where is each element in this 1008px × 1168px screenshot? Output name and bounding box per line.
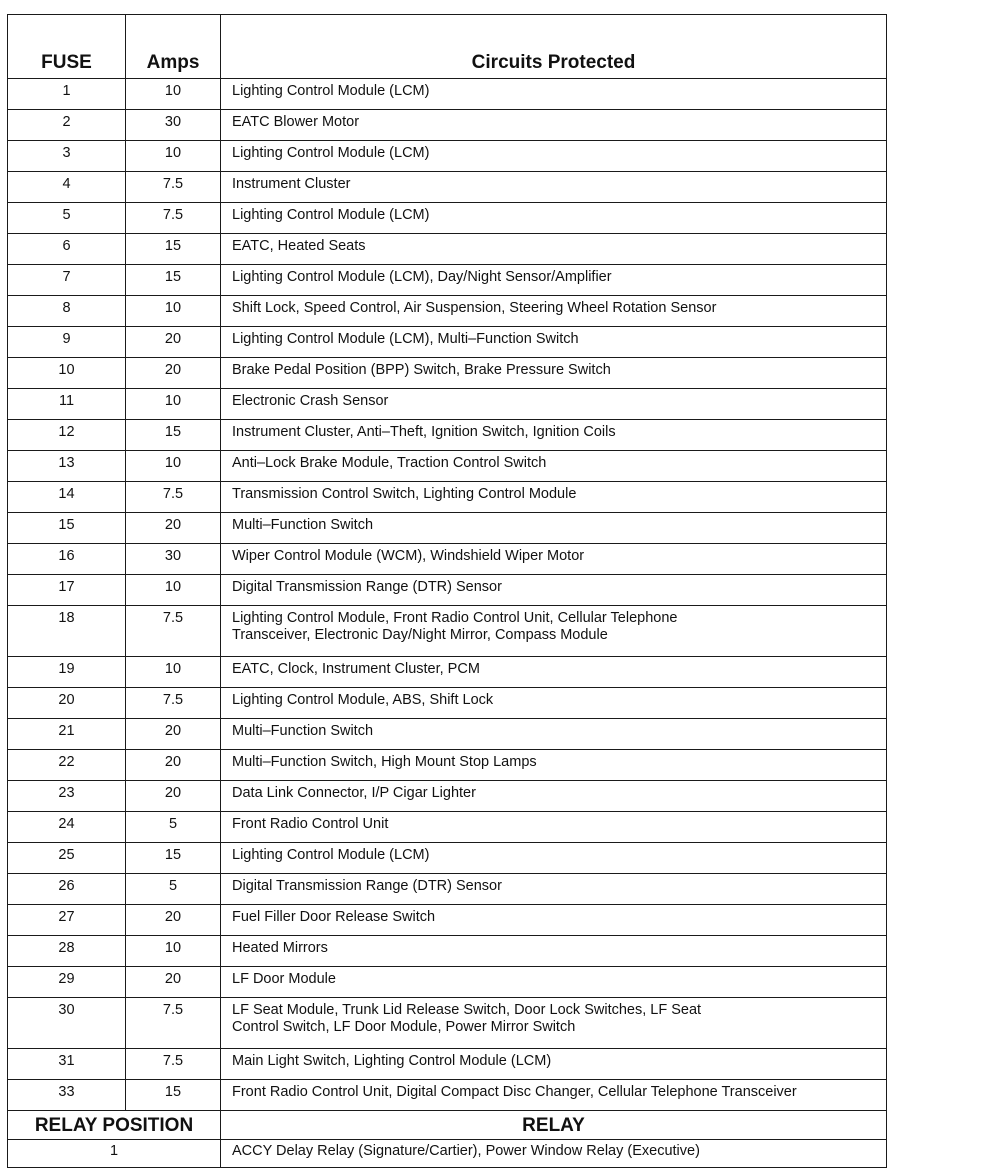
fuse-number: 7 [8, 265, 126, 296]
fuse-amps: 20 [126, 750, 221, 781]
fuse-amps: 7.5 [126, 998, 221, 1049]
fuse-number: 11 [8, 389, 126, 420]
fuse-number: 18 [8, 606, 126, 657]
circuits-header: Circuits Protected [221, 15, 887, 79]
circuits-line: Multi–Function Switch [232, 517, 374, 533]
table-row [8, 967, 887, 998]
circuits-line: Heated Mirrors [232, 940, 328, 956]
relay-section [8, 1111, 887, 1140]
circuits-line: Fuel Filler Door Release Switch [232, 909, 436, 925]
table-row [8, 358, 887, 389]
table-row [8, 544, 887, 575]
circuits-line: EATC Blower Motor [232, 114, 360, 130]
table-row [8, 79, 887, 110]
fuse-number: 8 [8, 296, 126, 327]
relay-name: ACCY Delay Relay (Signature/Cartier), Power Window Relay (Executive) [221, 1140, 887, 1168]
fuse-amps: 10 [126, 389, 221, 420]
fuse-amps: 20 [126, 358, 221, 389]
circuits-protected [221, 203, 887, 234]
circuits-line: Lighting Control Module, ABS, Shift Lock [232, 692, 494, 708]
circuits-protected [221, 575, 887, 606]
fuse-amps: 15 [126, 265, 221, 296]
fuse-number: 28 [8, 936, 126, 967]
fuse-amps: 15 [126, 1080, 221, 1111]
fuse-number: 5 [8, 203, 126, 234]
circuits-protected [221, 905, 887, 936]
circuits-protected [221, 606, 887, 657]
fuse-amps: 5 [126, 812, 221, 843]
fuse-number: 26 [8, 874, 126, 905]
amps-header: Amps [126, 15, 221, 79]
table-row [8, 420, 887, 451]
fuse-number: 6 [8, 234, 126, 265]
fuse-amps: 7.5 [126, 203, 221, 234]
fuse-table [7, 14, 887, 1168]
fuse-amps: 15 [126, 843, 221, 874]
circuits-line: Lighting Control Module, Front Radio Control Unit, Cellular Telephone [232, 610, 678, 626]
fuse-number: 12 [8, 420, 126, 451]
circuits-protected [221, 234, 887, 265]
circuits-line: Instrument Cluster, Anti–Theft, Ignition Switch, Ignition Coils [232, 424, 616, 440]
fuse-rows [8, 79, 887, 1111]
table-row [8, 781, 887, 812]
fuse-number: 15 [8, 513, 126, 544]
table-row [8, 327, 887, 358]
circuits-line: Shift Lock, Speed Control, Air Suspension, Steering Wheel Rotation Sensor [232, 300, 717, 316]
fuse-amps: 30 [126, 544, 221, 575]
circuits-protected [221, 998, 887, 1049]
circuits-protected [221, 719, 887, 750]
fuse-amps: 20 [126, 967, 221, 998]
table-row [8, 265, 887, 296]
fuse-amps: 20 [126, 513, 221, 544]
fuse-amps: 20 [126, 781, 221, 812]
circuits-line-continued: Control Switch, LF Door Module, Power Mirror Switch [232, 1019, 576, 1035]
fuse-number: 13 [8, 451, 126, 482]
fuse-number: 27 [8, 905, 126, 936]
table-row [8, 657, 887, 688]
table-row [8, 688, 887, 719]
circuits-line: Lighting Control Module (LCM), Day/Night Sensor/Amplifier [232, 269, 612, 285]
relay-position-header: RELAY POSITION [8, 1111, 221, 1140]
fuse-amps: 15 [126, 234, 221, 265]
table-row [8, 110, 887, 141]
circuits-line: Data Link Connector, I/P Cigar Lighter [232, 785, 476, 801]
circuits-protected [221, 451, 887, 482]
fuse-number: 25 [8, 843, 126, 874]
circuits-protected [221, 327, 887, 358]
circuits-protected [221, 1049, 887, 1080]
circuits-protected [221, 79, 887, 110]
circuits-protected [221, 688, 887, 719]
table-row [8, 575, 887, 606]
relay-header-row [8, 1111, 887, 1140]
circuits-line: Digital Transmission Range (DTR) Sensor [232, 579, 502, 595]
table-row [8, 750, 887, 781]
table-row [8, 843, 887, 874]
fuse-number: 33 [8, 1080, 126, 1111]
fuse-header: FUSE [8, 15, 126, 79]
circuits-line: Wiper Control Module (WCM), Windshield Wiper Motor [232, 548, 585, 564]
fuse-amps: 7.5 [126, 482, 221, 513]
fuse-number: 24 [8, 812, 126, 843]
circuits-protected [221, 389, 887, 420]
fuse-amps: 10 [126, 141, 221, 172]
circuits-line: Lighting Control Module (LCM), Multi–Function Switch [232, 331, 579, 347]
circuits-protected [221, 967, 887, 998]
circuits-protected [221, 843, 887, 874]
circuits-protected [221, 781, 887, 812]
circuits-line: Front Radio Control Unit, Digital Compact Disc Changer, Cellular Telephone Transceiver [232, 1084, 797, 1100]
fuse-number: 31 [8, 1049, 126, 1080]
circuits-protected [221, 420, 887, 451]
circuits-protected [221, 513, 887, 544]
fuse-number: 17 [8, 575, 126, 606]
table-row [8, 874, 887, 905]
circuits-line: Lighting Control Module (LCM) [232, 145, 430, 161]
circuits-line: Digital Transmission Range (DTR) Sensor [232, 878, 502, 894]
table-row [8, 513, 887, 544]
circuits-protected [221, 265, 887, 296]
fuse-number: 2 [8, 110, 126, 141]
table-row [8, 905, 887, 936]
fuse-number: 30 [8, 998, 126, 1049]
circuits-line: Front Radio Control Unit [232, 816, 389, 832]
fuse-amps: 7.5 [126, 172, 221, 203]
circuits-protected [221, 296, 887, 327]
fuse-number: 16 [8, 544, 126, 575]
fuse-number: 29 [8, 967, 126, 998]
fuse-amps: 10 [126, 296, 221, 327]
fuse-amps: 30 [126, 110, 221, 141]
fuse-amps: 10 [126, 657, 221, 688]
circuits-protected [221, 750, 887, 781]
circuits-line: LF Door Module [232, 971, 336, 987]
circuits-protected [221, 358, 887, 389]
fuse-number: 22 [8, 750, 126, 781]
relay-rows [8, 1140, 887, 1168]
table-row [8, 998, 887, 1049]
fuse-number: 9 [8, 327, 126, 358]
circuits-line-continued: Transceiver, Electronic Day/Night Mirror, Compass Module [232, 627, 608, 643]
relay-position: 1 [8, 1140, 221, 1168]
table-row [8, 296, 887, 327]
fuse-number: 20 [8, 688, 126, 719]
fuse-amps: 7.5 [126, 688, 221, 719]
fuse-number: 21 [8, 719, 126, 750]
table-row [8, 203, 887, 234]
table-row [8, 719, 887, 750]
fuse-amps: 10 [126, 451, 221, 482]
circuits-line: Transmission Control Switch, Lighting Control Module [232, 486, 577, 502]
table-row [8, 389, 887, 420]
table-row [8, 606, 887, 657]
circuits-line: Brake Pedal Position (BPP) Switch, Brake Pressure Switch [232, 362, 611, 378]
table-row [8, 812, 887, 843]
fuse-number: 19 [8, 657, 126, 688]
fuse-amps: 20 [126, 905, 221, 936]
fuse-number: 1 [8, 79, 126, 110]
circuits-protected [221, 141, 887, 172]
relay-header: RELAY [221, 1111, 887, 1140]
circuits-protected [221, 812, 887, 843]
circuits-line: Electronic Crash Sensor [232, 393, 389, 409]
circuits-protected [221, 1080, 887, 1111]
table-row [8, 482, 887, 513]
circuits-protected [221, 482, 887, 513]
table-row [8, 451, 887, 482]
circuits-line: Instrument Cluster [232, 176, 351, 192]
fuse-amps: 10 [126, 936, 221, 967]
table-row [8, 141, 887, 172]
fuse-amps: 20 [126, 719, 221, 750]
table-row [8, 172, 887, 203]
circuits-line: Anti–Lock Brake Module, Traction Control Switch [232, 455, 547, 471]
circuits-line: Lighting Control Module (LCM) [232, 847, 430, 863]
circuits-line: EATC, Clock, Instrument Cluster, PCM [232, 661, 480, 677]
circuits-line: Multi–Function Switch [232, 723, 374, 739]
fuse-number: 3 [8, 141, 126, 172]
circuits-protected [221, 936, 887, 967]
circuits-protected [221, 657, 887, 688]
table-row [8, 1049, 887, 1080]
fuse-amps: 15 [126, 420, 221, 451]
circuits-line: LF Seat Module, Trunk Lid Release Switch, Door Lock Switches, LF Seat [232, 1002, 702, 1018]
circuits-line: Lighting Control Module (LCM) [232, 83, 430, 99]
table-row [8, 234, 887, 265]
fuse-amps: 7.5 [126, 606, 221, 657]
table-row [8, 1080, 887, 1111]
fuse-amps: 10 [126, 79, 221, 110]
fuse-amps: 7.5 [126, 1049, 221, 1080]
fuse-number: 23 [8, 781, 126, 812]
circuits-line: Multi–Function Switch, High Mount Stop Lamps [232, 754, 537, 770]
circuits-line: Lighting Control Module (LCM) [232, 207, 430, 223]
fuse-amps: 20 [126, 327, 221, 358]
fuse-number: 4 [8, 172, 126, 203]
circuits-protected [221, 110, 887, 141]
circuits-protected [221, 172, 887, 203]
header-row [8, 15, 887, 79]
fuse-number: 10 [8, 358, 126, 389]
fuse-amps: 5 [126, 874, 221, 905]
table-row [8, 936, 887, 967]
circuits-protected [221, 874, 887, 905]
fuse-number: 14 [8, 482, 126, 513]
circuits-protected [221, 544, 887, 575]
circuits-line: EATC, Heated Seats [232, 238, 366, 254]
fuse-amps: 10 [126, 575, 221, 606]
circuits-line: Main Light Switch, Lighting Control Module (LCM) [232, 1053, 552, 1069]
relay-row [8, 1140, 887, 1168]
